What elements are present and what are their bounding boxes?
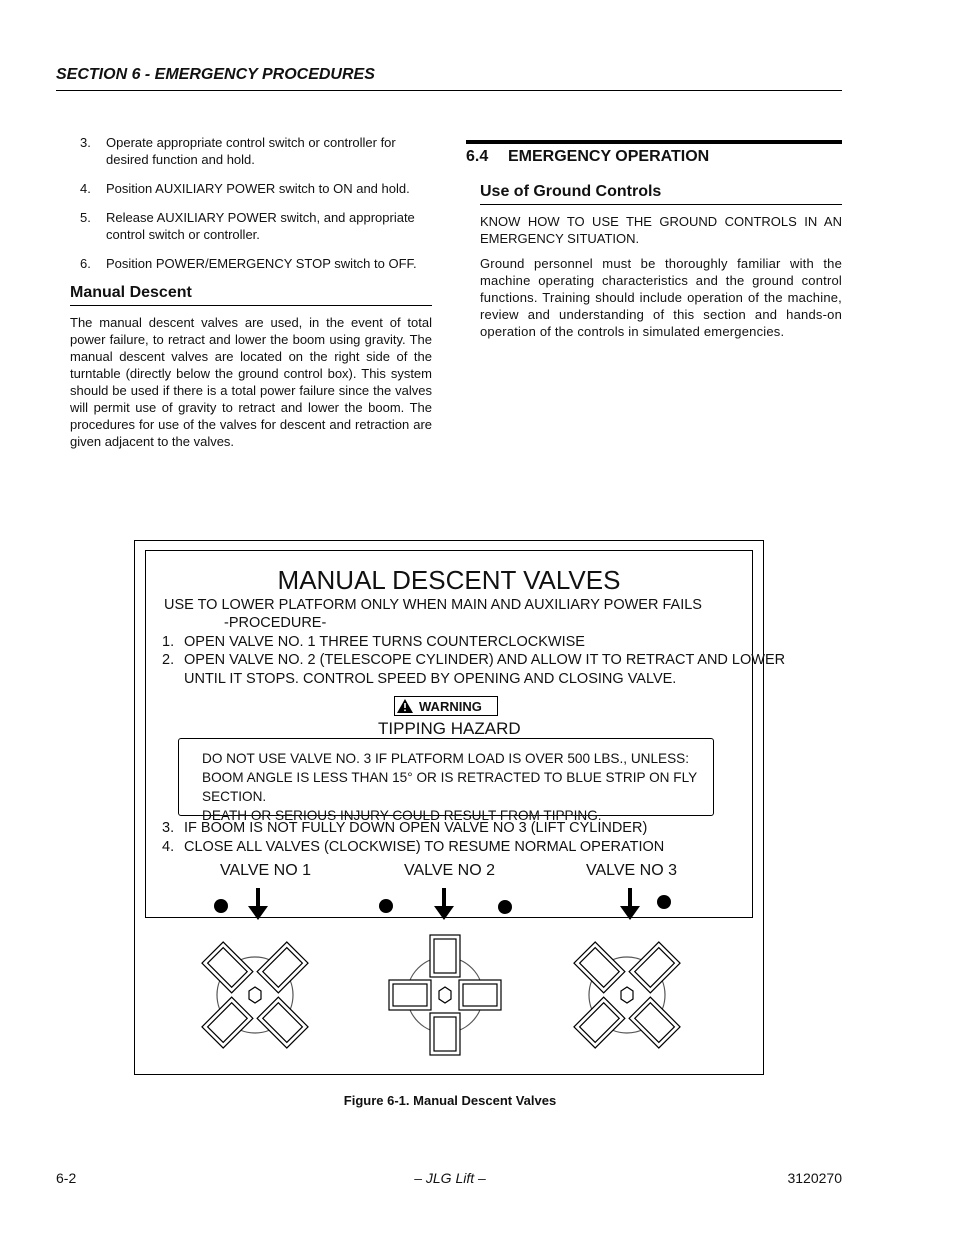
- decal-title: MANUAL DESCENT VALVES: [277, 565, 621, 595]
- step-item: 5. Release AUXILIARY POWER switch, and appropriate control switch or controller.: [80, 210, 415, 242]
- ground-controls-body: Ground personnel must be thoroughly familiar with the machine operating characteristics and the ground control functions. Training should include operation of the machine, review and understanding of this section and hands-on operation of the controls in simulated emergencies.: [480, 256, 842, 339]
- valve-2-handle: [389, 935, 501, 1055]
- decal-subtitle: USE TO LOWER PLATFORM ONLY WHEN MAIN AND AUXILIARY POWER FAILS: [164, 597, 702, 613]
- figure-caption: Figure 6-1. Manual Descent Valves: [343, 1093, 557, 1108]
- warning-line: DEATH OR SERIOUS INJURY COULD RESULT FROM TIPPING.: [202, 808, 602, 823]
- decal-step-4: 4. CLOSE ALL VALVES (CLOCKWISE) TO RESUME NORMAL OPERATION: [162, 839, 665, 855]
- hazard-title: TIPPING HAZARD: [378, 719, 521, 738]
- decal-step-2: 2. OPEN VALVE NO. 2 (TELESCOPE CYLINDER) AND ALLOW IT TO RETRACT AND LOWER: [162, 652, 786, 668]
- valve-2-arrow-icon: [434, 888, 454, 920]
- warning-line: DO NOT USE VALVE NO. 3 IF PLATFORM LOAD IS OVER 500 LBS., UNLESS:: [202, 751, 689, 766]
- ground-controls-heading: Use of Ground Controls: [480, 183, 842, 205]
- step-text: Position POWER/EMERGENCY STOP switch to OFF.: [106, 256, 417, 271]
- step-item: 3. Operate appropriate control switch or controller for desired function and hold.: [80, 135, 396, 167]
- page-number: 6-2: [56, 1170, 77, 1186]
- step-item: 4. Position AUXILIARY POWER switch to ON and hold.: [80, 181, 410, 196]
- warning-line: BOOM ANGLE IS LESS THAN 15° OR IS RETRACTED TO BLUE STRIP ON FLY SECTION.: [202, 770, 697, 804]
- valve-2-dot-right: [498, 900, 512, 914]
- warning-triangle-icon: [395, 697, 415, 715]
- manual-descent-text: The manual descent valves are used, in the event of total power failure, to retract and lower the boom using gravity. The manual descent valves are located on the right side of the turntable (directly below the ground control box). This system should be used if there is a total power failure since the valves will permit use of gravity to retract and lower the boom. The procedures for use of the valves for descent and retraction are given adjacent to the valves.: [70, 315, 432, 449]
- valve-1-arrow-icon: [248, 888, 268, 920]
- valve-3-arrow-icon: [620, 888, 640, 920]
- document-number: 3120270: [787, 1170, 842, 1186]
- warning-box: [178, 738, 714, 823]
- procedure-label: -PROCEDURE-: [224, 615, 327, 631]
- step-text: Position AUXILIARY POWER switch to ON and hold.: [106, 181, 410, 196]
- warning-badge: WARNING: [394, 696, 498, 716]
- section-heading: 6.4 EMERGENCY OPERATION: [466, 140, 842, 165]
- step-text: Operate appropriate control switch or controller for desired function and hold.: [106, 135, 396, 167]
- valve-3-dot: [657, 895, 671, 909]
- valve-2-label: VALVE NO 2: [404, 862, 495, 879]
- left-column: [56, 134, 432, 458]
- section-header: SECTION 6 - EMERGENCY PROCEDURES: [56, 66, 842, 91]
- valve-3-label: VALVE NO 3: [586, 862, 677, 879]
- right-column: [466, 134, 842, 348]
- valve-1-handle: [170, 931, 340, 1061]
- valve-markers: [146, 886, 754, 926]
- valve-2-dot-left: [379, 899, 393, 913]
- procedure-steps: [56, 134, 432, 272]
- valve-1-label: VALVE NO 1: [220, 862, 311, 879]
- manual-descent-heading: Manual Descent: [70, 284, 432, 306]
- decal-step-1: 1. OPEN VALVE NO. 1 THREE TURNS COUNTERCLOCKWISE: [162, 634, 585, 650]
- valve-handles-illustration: [135, 931, 765, 1061]
- footer-brand: – JLG Lift –: [414, 1170, 486, 1186]
- ground-controls-caps: KNOW HOW TO USE THE GROUND CONTROLS IN AN EMERGENCY SITUATION.: [480, 214, 842, 246]
- valve-1-dot: [214, 899, 228, 913]
- valve-3-handle: [542, 931, 712, 1061]
- manual-descent-figure: [134, 540, 786, 1075]
- valve-decal: [145, 550, 786, 918]
- decal-step-2-cont: UNTIL IT STOPS. CONTROL SPEED BY OPENING AND CLOSING VALVE.: [184, 671, 677, 687]
- step-item: 6. Position POWER/EMERGENCY STOP switch to OFF.: [80, 256, 417, 271]
- step-text: Release AUXILIARY POWER switch, and appropriate control switch or controller.: [106, 210, 415, 242]
- decal-step-3: 3. IF BOOM IS NOT FULLY DOWN OPEN VALVE NO 3 (LIFT CYLINDER): [162, 820, 648, 836]
